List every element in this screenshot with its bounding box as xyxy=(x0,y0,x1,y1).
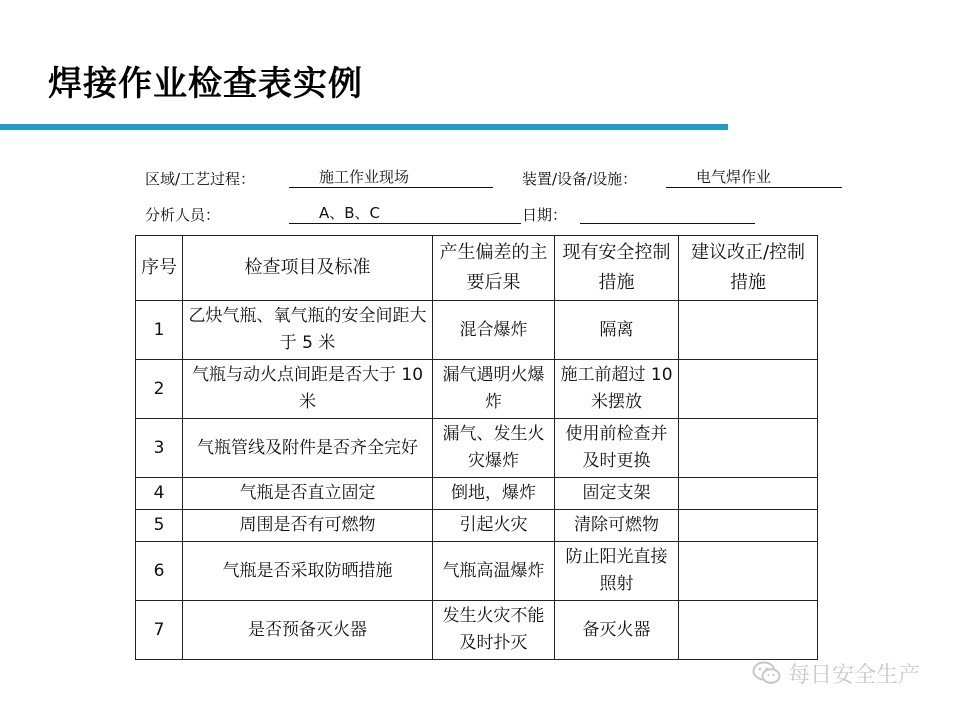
row-item: 周围是否有可燃物 xyxy=(183,510,433,542)
table-row xyxy=(136,542,818,601)
area-label: 区域/工艺过程： xyxy=(145,170,256,188)
row-consequence: 漏气、发生火灾爆炸 xyxy=(433,419,555,478)
table-row xyxy=(136,419,818,478)
row-consequence: 引起火灾 xyxy=(433,510,555,542)
row-item: 乙炔气瓶、氧气瓶的安全间距大于 5 米 xyxy=(183,301,433,360)
device-value: 电气焊作业 xyxy=(666,167,842,188)
row-no: 3 xyxy=(136,419,183,478)
header-item: 检查项目及标准 xyxy=(183,236,433,301)
row-measure: 使用前检查并及时更换 xyxy=(555,419,679,478)
row-item: 气瓶与动火点间距是否大于 10 米 xyxy=(183,360,433,419)
row-suggestion xyxy=(679,419,818,478)
row-suggestion xyxy=(679,542,818,601)
row-no: 6 xyxy=(136,542,183,601)
row-no: 1 xyxy=(136,301,183,360)
row-item: 气瓶是否采取防晒措施 xyxy=(183,542,433,601)
row-measure: 备灭火器 xyxy=(555,601,679,660)
date-label: 日期： xyxy=(522,206,568,224)
header-suggestion: 建议改正/控制措施 xyxy=(679,236,818,301)
table-row xyxy=(136,601,818,660)
row-suggestion xyxy=(679,360,818,419)
row-suggestion xyxy=(679,301,818,360)
row-consequence: 混合爆炸 xyxy=(433,301,555,360)
row-measure: 防止阳光直接照射 xyxy=(555,542,679,601)
header-no: 序号 xyxy=(136,236,183,301)
table-row xyxy=(136,301,818,360)
row-no: 4 xyxy=(136,478,183,510)
area-value: 施工作业现场 xyxy=(289,167,493,188)
table-row xyxy=(136,478,818,510)
watermark xyxy=(752,656,920,690)
row-measure: 清除可燃物 xyxy=(555,510,679,542)
page-title: 焊接作业检查表实例 xyxy=(48,64,363,104)
row-measure: 隔离 xyxy=(555,301,679,360)
analyst-value: A、B、C xyxy=(289,203,521,224)
date-value xyxy=(580,203,755,224)
row-item: 气瓶是否直立固定 xyxy=(183,478,433,510)
row-consequence: 倒地，爆炸 xyxy=(433,478,555,510)
watermark-text: 每日安全生产 xyxy=(788,662,921,688)
row-suggestion xyxy=(679,510,818,542)
header-measure: 现有安全控制措施 xyxy=(555,236,679,301)
analyst-label: 分析人员： xyxy=(145,206,221,224)
row-no: 7 xyxy=(136,601,183,660)
wechat-icon xyxy=(752,660,782,686)
row-consequence: 气瓶高温爆炸 xyxy=(433,542,555,601)
header-consequence: 产生偏差的主要后果 xyxy=(433,236,555,301)
row-consequence: 发生火灾不能及时扑灭 xyxy=(433,601,555,660)
row-no: 2 xyxy=(136,360,183,419)
table-row xyxy=(136,360,818,419)
device-label: 装置/设备/设施： xyxy=(522,170,638,188)
inspection-table xyxy=(135,235,818,660)
row-measure: 施工前超过 10 米摆放 xyxy=(555,360,679,419)
row-no: 5 xyxy=(136,510,183,542)
title-underline xyxy=(0,124,728,130)
row-item: 是否预备灭火器 xyxy=(183,601,433,660)
row-suggestion xyxy=(679,601,818,660)
table-header-row xyxy=(136,236,818,301)
row-consequence: 漏气遇明火爆炸 xyxy=(433,360,555,419)
row-measure: 固定支架 xyxy=(555,478,679,510)
row-item: 气瓶管线及附件是否齐全完好 xyxy=(183,419,433,478)
row-suggestion xyxy=(679,478,818,510)
table-row xyxy=(136,510,818,542)
